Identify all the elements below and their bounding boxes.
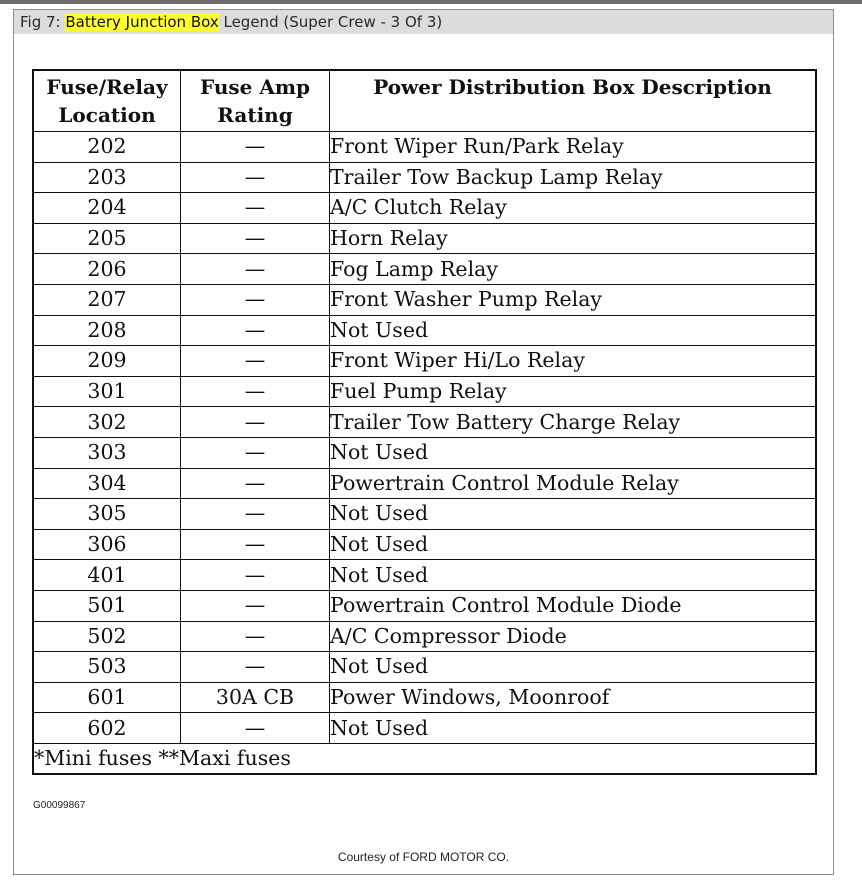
table-footnote-row (33, 743, 816, 774)
cell-amp: — (181, 193, 330, 224)
cell-amp: — (181, 652, 330, 683)
cell-description: Horn Relay (330, 223, 817, 254)
cell-amp: — (181, 529, 330, 560)
courtesy-credit: Courtesy of FORD MOTOR CO. (337, 850, 510, 864)
cell-location: 206 (33, 254, 181, 285)
cell-amp: — (181, 223, 330, 254)
cell-amp: — (181, 407, 330, 438)
cell-description: Power Windows, Moonroof (330, 682, 817, 713)
caption-highlight: Battery Junction Box (65, 13, 219, 31)
table-row (33, 376, 816, 407)
table-row (33, 223, 816, 254)
table-row (33, 254, 816, 285)
cell-description: Not Used (330, 437, 817, 468)
cell-amp: — (181, 468, 330, 499)
table-row (33, 652, 816, 683)
table-row (33, 284, 816, 315)
cell-amp: — (181, 284, 330, 315)
table-row (33, 529, 816, 560)
header-description: Power Distribution Box Description (330, 70, 817, 132)
cell-description: A/C Clutch Relay (330, 193, 817, 224)
cell-location: 301 (33, 376, 181, 407)
cell-description: Front Washer Pump Relay (330, 284, 817, 315)
table-row (33, 499, 816, 530)
cell-description: Not Used (330, 315, 817, 346)
header-location: Fuse/Relay Location (33, 70, 181, 132)
cell-location: 503 (33, 652, 181, 683)
cell-description: Not Used (330, 652, 817, 683)
cell-amp: 30A CB (181, 682, 330, 713)
cell-amp: — (181, 376, 330, 407)
cell-amp: — (181, 162, 330, 193)
figure-frame (13, 9, 834, 875)
cell-location: 208 (33, 315, 181, 346)
cell-amp: — (181, 499, 330, 530)
cell-description: Not Used (330, 529, 817, 560)
cell-description: A/C Compressor Diode (330, 621, 817, 652)
table-row (33, 407, 816, 438)
cell-location: 202 (33, 132, 181, 163)
cell-amp: — (181, 346, 330, 377)
fuse-legend-table (32, 69, 817, 775)
cell-description: Front Wiper Hi/Lo Relay (330, 346, 817, 377)
cell-location: 304 (33, 468, 181, 499)
cell-location: 207 (33, 284, 181, 315)
cell-amp: — (181, 437, 330, 468)
cell-description: Not Used (330, 499, 817, 530)
figure-caption (14, 10, 833, 34)
cell-location: 303 (33, 437, 181, 468)
cell-location: 204 (33, 193, 181, 224)
cell-location: 601 (33, 682, 181, 713)
cell-location: 401 (33, 560, 181, 591)
table-row (33, 713, 816, 744)
header-amp-rating: Fuse Amp Rating (181, 70, 330, 132)
cell-description: Front Wiper Run/Park Relay (330, 132, 817, 163)
cell-amp: — (181, 713, 330, 744)
table-row (33, 590, 816, 621)
table-row (33, 682, 816, 713)
cell-location: 501 (33, 590, 181, 621)
cell-description: Trailer Tow Battery Charge Relay (330, 407, 817, 438)
cell-amp: — (181, 315, 330, 346)
table-row (33, 346, 816, 377)
cell-amp: — (181, 254, 330, 285)
cell-location: 602 (33, 713, 181, 744)
caption-prefix: Fig 7: (20, 13, 66, 31)
table-row (33, 132, 816, 163)
table-row (33, 193, 816, 224)
table-row (33, 162, 816, 193)
cell-location: 306 (33, 529, 181, 560)
figure-code: G00099867 (33, 800, 86, 811)
caption-suffix: Legend (Super Crew - 3 Of 3) (218, 13, 443, 31)
cell-location: 205 (33, 223, 181, 254)
table-row (33, 621, 816, 652)
cell-description: Not Used (330, 560, 817, 591)
cell-description: Trailer Tow Backup Lamp Relay (330, 162, 817, 193)
table-row (33, 315, 816, 346)
cell-description: Powertrain Control Module Relay (330, 468, 817, 499)
cell-amp: — (181, 590, 330, 621)
table-row (33, 437, 816, 468)
cell-description: Not Used (330, 713, 817, 744)
top-border (0, 0, 862, 4)
table-header-row (33, 70, 816, 132)
table-row (33, 468, 816, 499)
cell-description: Powertrain Control Module Diode (330, 590, 817, 621)
cell-location: 209 (33, 346, 181, 377)
table-row (33, 560, 816, 591)
cell-description: Fog Lamp Relay (330, 254, 817, 285)
table-footnote: *Mini fuses **Maxi fuses (33, 743, 816, 774)
cell-location: 302 (33, 407, 181, 438)
cell-location: 502 (33, 621, 181, 652)
cell-amp: — (181, 560, 330, 591)
cell-amp: — (181, 132, 330, 163)
cell-description: Fuel Pump Relay (330, 376, 817, 407)
cell-amp: — (181, 621, 330, 652)
cell-location: 203 (33, 162, 181, 193)
cell-location: 305 (33, 499, 181, 530)
